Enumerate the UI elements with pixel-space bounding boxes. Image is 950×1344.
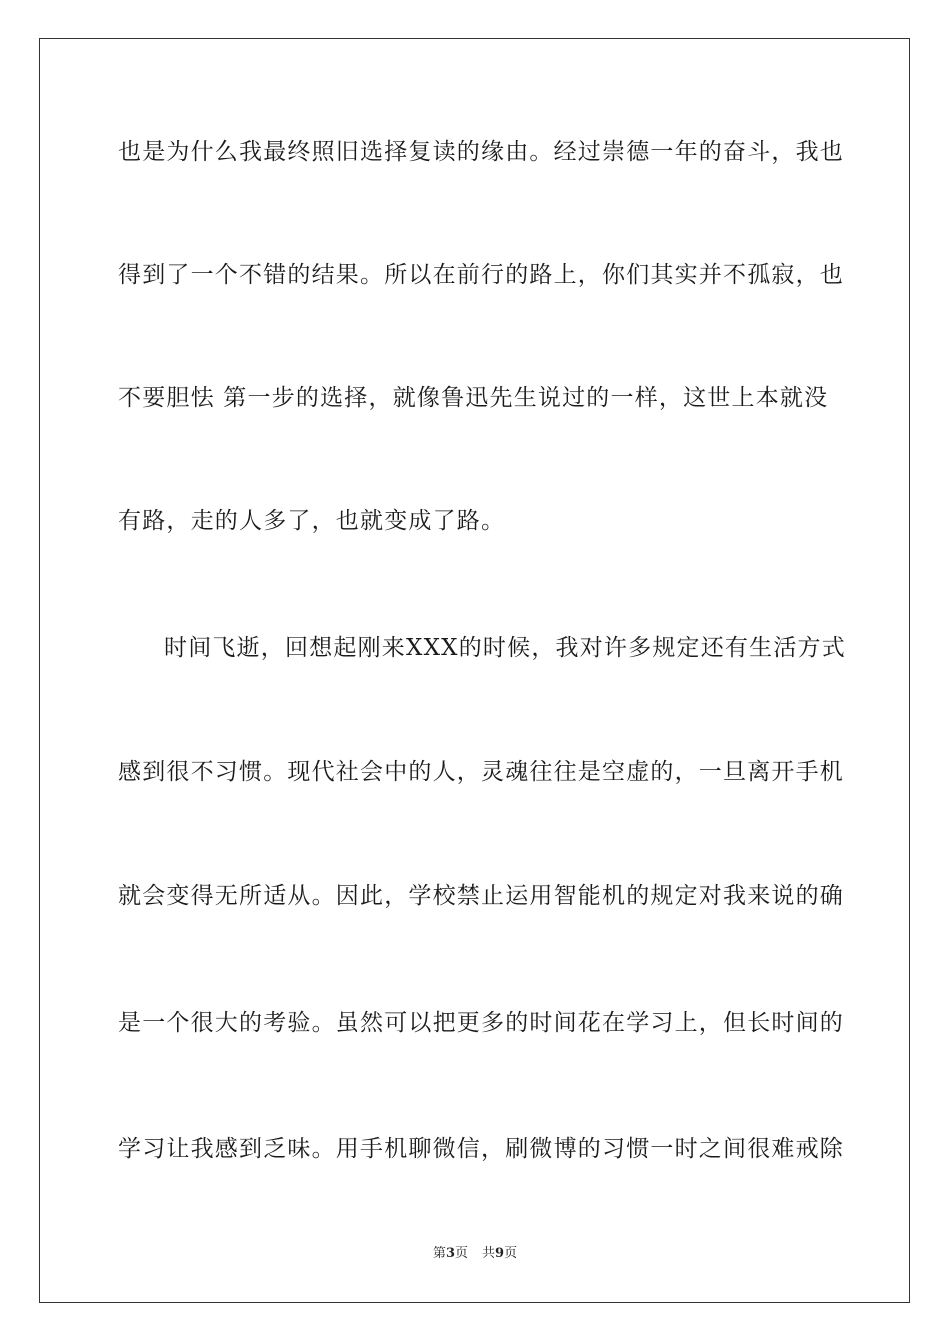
total-pages: 9	[495, 1246, 505, 1261]
text-line-5: 时间飞逝，回想起刚来XXX的时候，我对许多规定还有生活方式	[164, 635, 846, 661]
text-line-3: 不要胆怯 第一步的选择，就像鲁迅先生说过的一样，这世上本就没	[118, 385, 829, 411]
page-prefix: 第	[432, 1246, 446, 1261]
page-footer	[0, 1245, 950, 1263]
page-number: 3	[445, 1246, 455, 1261]
page-suffix: 页	[454, 1246, 468, 1261]
text-line-7: 就会变得无所适从。因此，学校禁止运用智能机的规定对我来说的确	[118, 883, 844, 909]
total-prefix: 共	[482, 1246, 496, 1261]
text-line-1: 也是为什么我最终照旧选择复读的缘由。经过崇德一年的奋斗，我也	[118, 139, 844, 165]
text-line-4: 有路，走的人多了，也就变成了路。	[118, 508, 506, 534]
page-border	[39, 38, 910, 1303]
text-line-6: 感到很不习惯。现代社会中的人，灵魂往往是空虚的，一旦离开手机	[118, 759, 844, 785]
text-line-2: 得到了一个不错的结果。所以在前行的路上，你们其实并不孤寂，也	[118, 262, 844, 288]
text-line-8: 是一个很大的考验。虽然可以把更多的时间花在学习上，但长时间的	[118, 1010, 844, 1036]
total-suffix: 页	[504, 1246, 518, 1261]
text-line-9: 学习让我感到乏味。用手机聊微信，刷微博的习惯一时之间很难戒除	[118, 1136, 844, 1162]
